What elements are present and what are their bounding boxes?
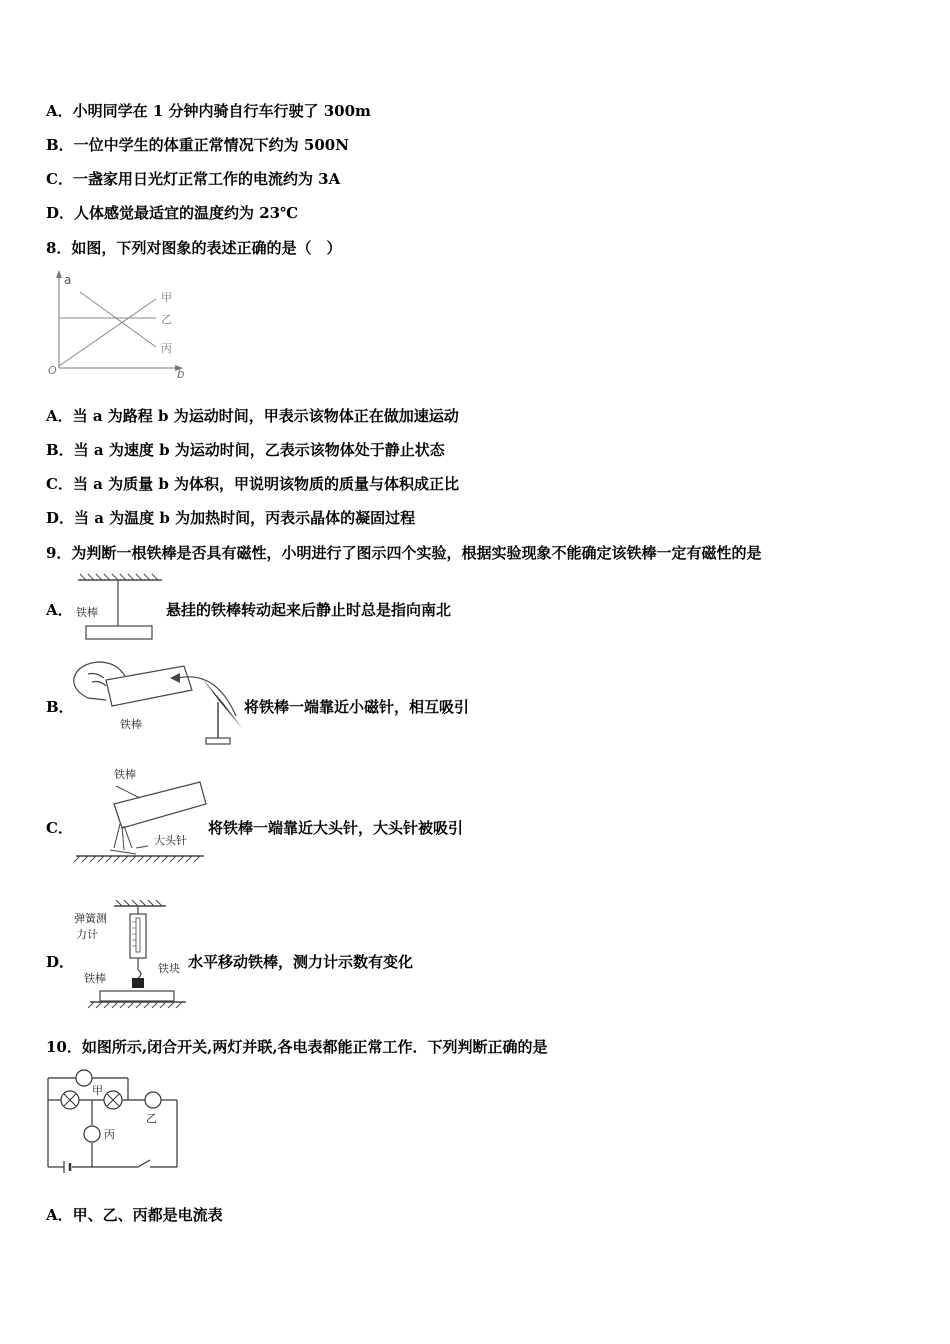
q9-d-figure xyxy=(74,898,189,1014)
graph-x-label: b xyxy=(177,367,185,381)
curve-bing-label: 丙 xyxy=(161,342,172,355)
rod-label: 铁棒 xyxy=(76,606,98,619)
meter-label-2: 力计 xyxy=(76,928,98,941)
q9-a-figure xyxy=(70,574,165,644)
q8-option-b: B．当 a 为速度 b 为运动时间，乙表示该物体处于静止状态 xyxy=(46,441,445,459)
q7-option-b: B．一位中学生的体重正常情况下约为 500N xyxy=(46,136,349,154)
q9-a-letter: A． xyxy=(46,601,73,619)
graph-origin-label: O xyxy=(48,364,57,377)
rod-label: 铁棒 xyxy=(84,972,106,985)
curve-jia xyxy=(59,299,156,366)
q9-b-figure xyxy=(66,656,246,748)
block-label: 铁块 xyxy=(158,962,180,975)
q10-circuit xyxy=(44,1066,184,1174)
q10-option-a: A．甲、乙、丙都是电流表 xyxy=(46,1206,223,1224)
q9-d-text: 水平移动铁棒，测力计示数有变化 xyxy=(188,953,414,971)
curve-yi-label: 乙 xyxy=(161,313,172,326)
q8-stem: 8．如图，下列对图象的表述正确的是（ ） xyxy=(46,239,342,257)
q8-graph xyxy=(44,268,194,380)
q9-c-letter: C． xyxy=(46,819,73,837)
rod-label: 铁棒 xyxy=(120,718,142,731)
q8-option-c: C．当 a 为质量 b 为体积，甲说明该物质的质量与体积成正比 xyxy=(46,475,460,493)
q9-b-text: 将铁棒一端靠近小磁针，相互吸引 xyxy=(244,698,470,716)
q9-c-text: 将铁棒一端靠近大头针，大头针被吸引 xyxy=(208,819,464,837)
q9-d-letter: D． xyxy=(46,953,75,971)
q9-c-figure xyxy=(74,762,209,870)
q9-a-text: 悬挂的铁棒转动起来后静止时总是指向南北 xyxy=(166,601,452,619)
rod-label: 铁棒 xyxy=(114,768,136,781)
meter-label-1: 弹簧测 xyxy=(74,912,107,925)
curve-bing xyxy=(80,292,156,347)
meter-yi-label: 乙 xyxy=(146,1112,157,1125)
curve-jia-label: 甲 xyxy=(161,291,172,304)
q8-option-a: A．当 a 为路程 b 为运动时间，甲表示该物体正在做加速运动 xyxy=(46,407,459,425)
q7-option-d: D．人体感觉最适宜的温度约为 23℃ xyxy=(46,204,299,222)
graph-y-label: a xyxy=(64,273,72,287)
q9-stem: 9．为判断一根铁棒是否具有磁性，小明进行了图示四个实验，根据实验现象不能确定该铁棒一定有磁性的是 xyxy=(46,544,762,562)
q8-option-d: D．当 a 为温度 b 为加热时间，丙表示晶体的凝固过程 xyxy=(46,509,416,527)
meter-jia-label: 甲 xyxy=(92,1084,103,1097)
meter-bing-label: 丙 xyxy=(104,1128,115,1141)
q9-b-letter: B． xyxy=(46,698,74,716)
pin-label: 大头针 xyxy=(154,834,187,847)
q10-stem: 10．如图所示,闭合开关,两灯并联,各电表都能正常工作．下列判断正确的是 xyxy=(46,1038,548,1056)
q7-option-c: C．一盏家用日光灯正常工作的电流约为 3A xyxy=(46,170,341,188)
q7-option-a: A．小明同学在 1 分钟内骑自行车行驶了 300m xyxy=(46,102,371,120)
